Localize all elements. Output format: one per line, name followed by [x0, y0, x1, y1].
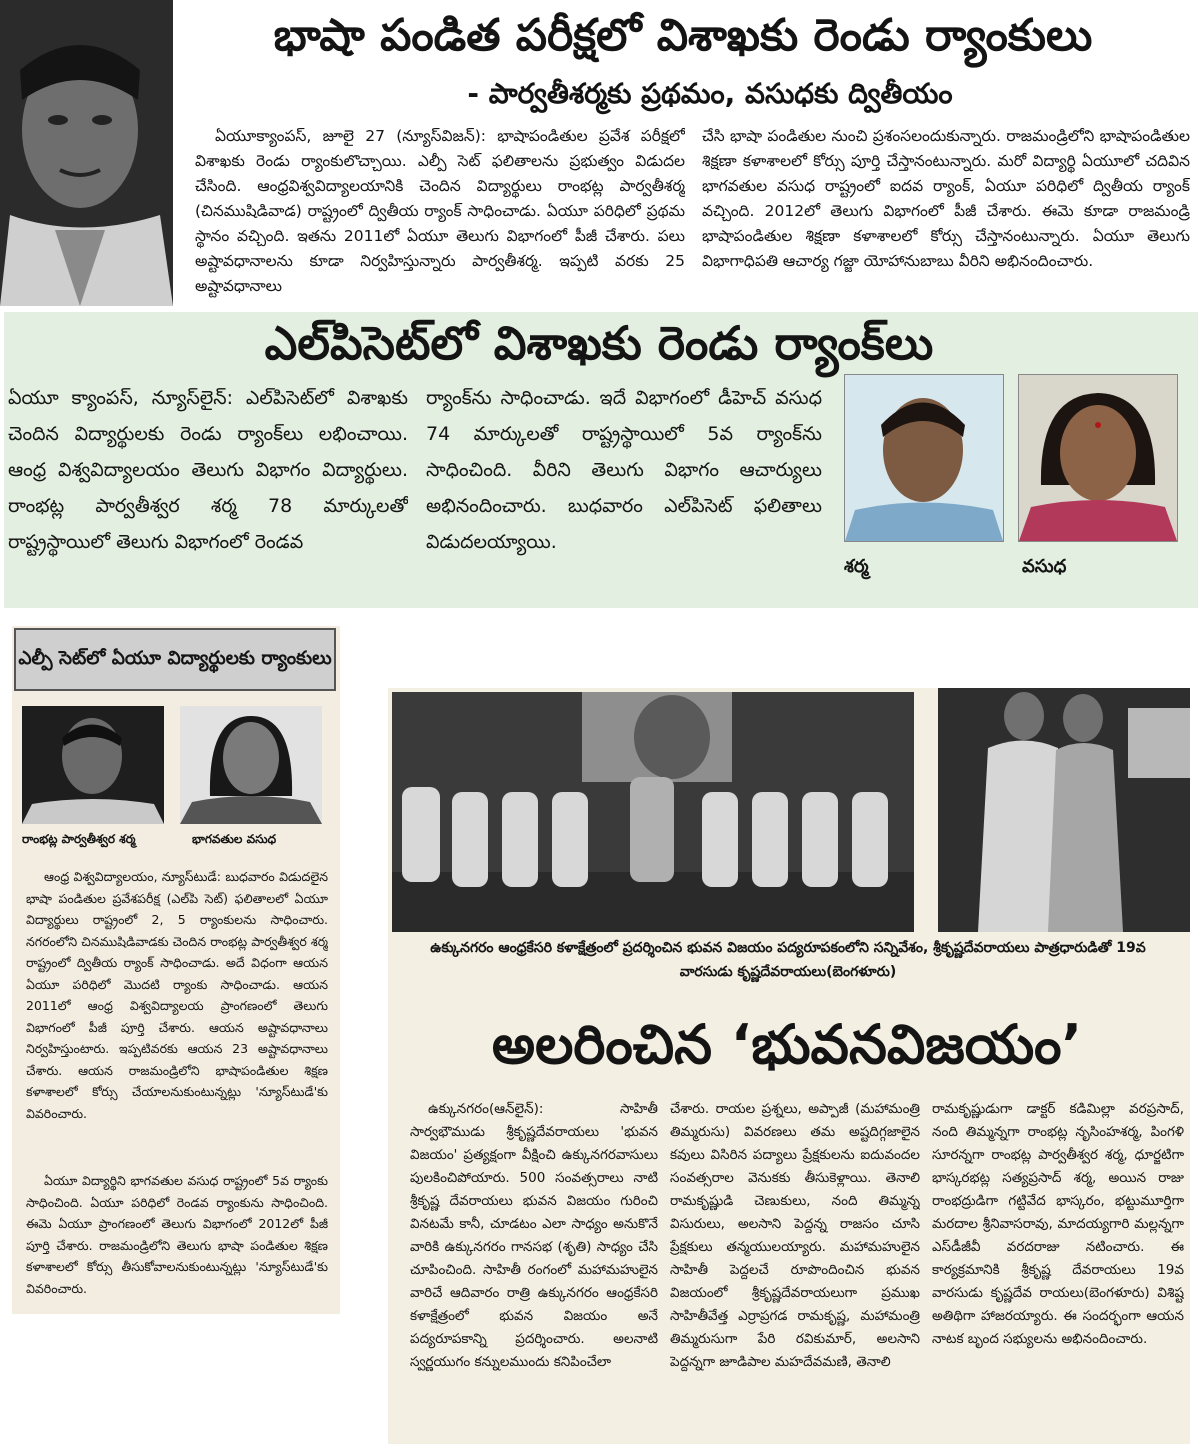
- article-3-headline: ఎల్పీ సెట్‌లో ఏయూ విద్యార్థులకు ర్యాంకులు: [14, 628, 336, 691]
- article-4-column-3: రామకృష్ణుడుగా డాక్టర్ కడిమిల్లా వరప్రసాద్, నంది తిమ్మన్నగా రాంభట్ల నృసింహశర్మ, పింగళి సూరన్నగా రాంభట్ల పార్వతీశ్వర శర్మ, ధూర్జటిగా భాస్కరభట్ల సత్యప్రసాద్ శర్మ, అయిన రాజు రాంభద్రుడిగా గట్టివేద భాస్కరం, భట్టుమూర్తిగా మరదాల శ్రీనివాసరావు, మాదయ్యగారి మల్లన్నగా ఎస్‌డీజీవీ వరదరాజు నటించారు. ఈ కార్యక్రమానికి శ్రీకృష్ణ దేవరాయలు 19వ వారసుడు కృష్ణదేవ రాయలు(బెంగళూరు) విశిష్ట అతిథిగా హాజరయ్యారు. ఈ సందర్భంగా ఆయన నాటక బృంద సభ్యులను అభినందించారు.: [932, 1101, 1184, 1347]
- article-4-clipping: [388, 688, 1190, 1444]
- stage-performance-photo: [392, 692, 914, 932]
- article-2-headline: ఎల్‌పిసెట్‌లో విశాఖకు రెండు ర్యాంక్‌లు: [264, 316, 934, 370]
- photo-caption-vasudha: వసుధ: [1022, 556, 1067, 577]
- article-4-column-2: చేశారు. రాయల ప్రశ్నలు, అప్పాజీ (మహామంత్రి తిమ్మరుసు) వివరణలు తమ అష్టదిగ్గజాలైన కవులు విసిరిన పద్యాలు ప్రేక్షకులను ఐదువందల సంవత్సరాల వెనుకకు తీసుకెళ్లాయి. తెనాలి రామకృష్ణుడి చెణుకులు, నంది తిమ్మన్న విసురులు, అలసాని పెద్దన్న రాజసం చూసి ప్రేక్షకులు తన్మయులయ్యారు. మహామహులైన సాహితీ పెద్దలచే రూపొందించిన భువన విజయంలో శ్రీకృష్ణదేవరాయలుగా ప్రముఖ సాహితీవేత్త ఎర్రాప్రగడ రామకృష్ణ, మహామంత్రి తిమ్మరుసుగా పేరి రవికుమార్, అలసాని పెద్దన్నగా జూడిపాల మహదేవమణి, తెనాలి: [670, 1101, 920, 1370]
- article-1-clipping: [0, 0, 1200, 308]
- article-1-subheadline: - పార్వతీశర్మకు ప్రథమం, వసుధకు ద్వితీయం: [467, 77, 953, 110]
- article-3-body: ఆంధ్ర విశ్వవిద్యాలయం, న్యూస్‌టుడే: బుధవారం విడుదలైన భాషా పండితుల ప్రవేశపరీక్ష (ఎల్‌పి సెట్) ఫలితాలలో ఏయూ విద్యార్థులు రాష్ట్రంలో 2, 5 ర్యాంకులను సాధించారు. నగరంలోని చినముషిడివాడకు చెందిన రాంభట్ల పార్వతీశ్వర శర్మ రాష్ట్రంలో ద్వితీయ ర్యాంక్ సాధించాడు. అదే విధంగా ఆయన ఏయూ పరిధిలో మొదటి ర్యాంకు సాధించాడు. ఆయన 2011లో ఆంధ్ర విశ్వవిద్యాలయ ప్రాంగణంలో తెలుగు విభాగంలో పీజీ పూర్తి చేశారు. ఆయన అష్టావధానాలు నిర్వహిస్తుంటారు. ఇప్పటివరకు ఆయన 23 అష్టావధానాలు చేశారు. ఆయన రాజమండ్రిలోని భాషాపండితుల శిక్షణ కళాశాలలో కోర్సు చేయాలనుకుంటున్నట్లు 'న్యూస్‌టుడే'కు వివరించారు.: [26, 869, 328, 1121]
- portrait-photo-vasudha-2: [1018, 374, 1178, 542]
- article-1-column-2: చేసి భాషా పండితుల నుంచి ప్రశంసలందుకున్నారు. రాజమండ్రిలోని భాషాపండితుల శిక్షణా కళాశాలలో కోర్సు పూర్తి చేస్తానంటున్నారు. మరో విద్యార్థి ఏయూలో చదివిన భాగవతుల వసుధ రాష్ట్రంలో ఐదవ ర్యాంక్, ఏయూ పరిధిలో ద్వితీయ ర్యాంక్ వచ్చింది. 2012లో తెలుగు విభాగంలో పీజీ చేశారు. ఈమె కూడా రాజమండ్రి భాషాపండితుల శిక్షణా కళాశాలలో కోర్సు చేస్తానంటున్నారు. ఏయూ తెలుగు విభాగాధిపతి ఆచార్య గజ్జా యోహానుబాబు వీరిని అభినందించారు.: [702, 127, 1190, 270]
- article-2-column-2: ర్యాంక్‌ను సాధించాడు. ఇదే విభాగంలో డీహెచ్ వసుధ 74 మార్కులతో రాష్ట్రస్థాయిలో 5వ ర్యాంక్‌ను సాధించింది. వీరిని తెలుగు విభాగం ఆచార్యులు అభినందించారు. బుధవారం ఎల్‌పిసెట్ ఫలితాలు విడుదలయ్యాయి.: [426, 387, 822, 553]
- article-2-column-1: ఏయూ క్యాంపస్, న్యూస్‌లైన్: ఎల్‌పిసెట్‌లో విశాఖకు చెందిన విద్యార్థులకు రెండు ర్యాంక్‌లు లభించాయి. ఆంధ్ర విశ్వవిద్యాలయం తెలుగు విభాగం విద్యార్థులు. రాంభట్ల పార్వతీశ్వర శర్మ 78 మార్కులతో రాష్ట్రస్థాయిలో తెలుగు విభాగంలో రెండవ: [8, 387, 408, 553]
- photo-caption-sharma: శర్మ: [844, 556, 869, 577]
- portrait-photo-sharma-2: [844, 374, 1004, 542]
- article-3-body-2: ఏయూ విద్యార్థిని భాగవతుల వసుధ రాష్ట్రంలో 5వ ర్యాంకు సాధించింది. ఏయూ పరిధిలో రెండవ ర్యాంకును సాధించింది. ఈమె ఏయూ ప్రాంగణంలో తెలుగు విభాగంలో 2012లో పీజీ పూర్తి చేశారు. రాజమండ్రిలోని తెలుగు భాషా పండితుల శిక్షణ కళాశాలలో కోర్సు తీసుకోవాలనుకుంటున్నట్లు 'న్యూస్‌టుడే'కు వివరించారు.: [26, 1173, 328, 1296]
- portrait-photo-vasudha-3: [180, 706, 322, 824]
- article-4-column-1: ఉక్కునగరం(ఆన్‌లైన్): సాహితీ సార్వభౌముడు శ్రీకృష్ణదేవరాయలు 'భువన విజయం' ప్రత్యక్షంగా వీక్షించి ఉక్కునగరవాసులు పులకించిపోయారు. 500 సంవత్సరాలు నాటి శ్రీకృష్ణ దేవరాయలు భువన విజయం గురించి వినటమే కానీ, చూడటం ఎలా సాధ్యం అనుకొనే వారికి ఉక్కునగరం గానసభ (శృతి) సాధ్యం చేసి చూపించింది. సాహితీ రంగంలో మహామహులైన వారిచే ఆదివారం రాత్రి ఉక్కునగరం ఆంధ్రకేసరి కళాక్షేత్రంలో భువన విజయం అనే పద్యరూపకాన్ని ప్రదర్శించారు. అలనాటి స్వర్ణయుగం కన్నులముందు కనిపించేలా: [410, 1101, 658, 1370]
- photo-caption-bhuvanavijayam: ఉక్కునగరం ఆంధ్రకేసరి కళాక్షేత్రంలో ప్రదర్శించిన భువన విజయం పద్యరూపకంలోని సన్నివేశం, శ్రీకృష్ణదేవరాయలు పాత్రధారుడితో 19వ వారసుడు కృష్ణదేవరాయలు(బెంగళూరు): [430, 940, 1146, 980]
- article-2-clipping: [4, 312, 1198, 608]
- portrait-photo-sharma-3: [22, 706, 164, 824]
- photo-caption-sharma-3: రాంభట్ల పార్వతీశ్వర శర్మ: [22, 832, 136, 846]
- portrait-photo-sharma: [0, 0, 173, 306]
- article-3-clipping: [12, 626, 340, 1314]
- photo-caption-vasudha-3: భాగవతుల వసుధ: [192, 832, 277, 846]
- article-1-headline: భాషా పండిత పరీక్షలో విశాఖకు రెండు ర్యాంకులు: [273, 10, 1093, 61]
- article-1-column-1: ఏయూక్యాంపస్, జూలై 27 (న్యూస్‌విజన్): భాషాపండితుల ప్రవేశ పరీక్షలో విశాఖకు రెండు ర్యాంకులొచ్చాయి. ఎల్పీ సెట్ ఫలితాలను ప్రభుత్వం విడుదల చేసింది. ఆంధ్రవిశ్వవిద్యాలయానికి చెందిన విద్యార్థులు రాంభట్ల పార్వతీశర్మ (చినముషిడివాడ) రాష్ట్రంలో ద్వితీయ ర్యాంక్ సాధించాడు. ఏయూ పరిధిలో ప్రథమ స్థానం వచ్చింది. ఇతను 2011లో ఏయూ తెలుగు విభాగంలో పీజీ చేశారు. పలు అష్టావధానాలను కూడా నిర్వహిస్తున్నారు పార్వతీశర్మ. ఇప్పటి వరకు 25 అష్టావధానాలు: [195, 127, 685, 295]
- article-4-headline: అలరించిన ‘భువనవిజయం’: [491, 1013, 1083, 1076]
- stage-guests-photo: [938, 688, 1190, 932]
